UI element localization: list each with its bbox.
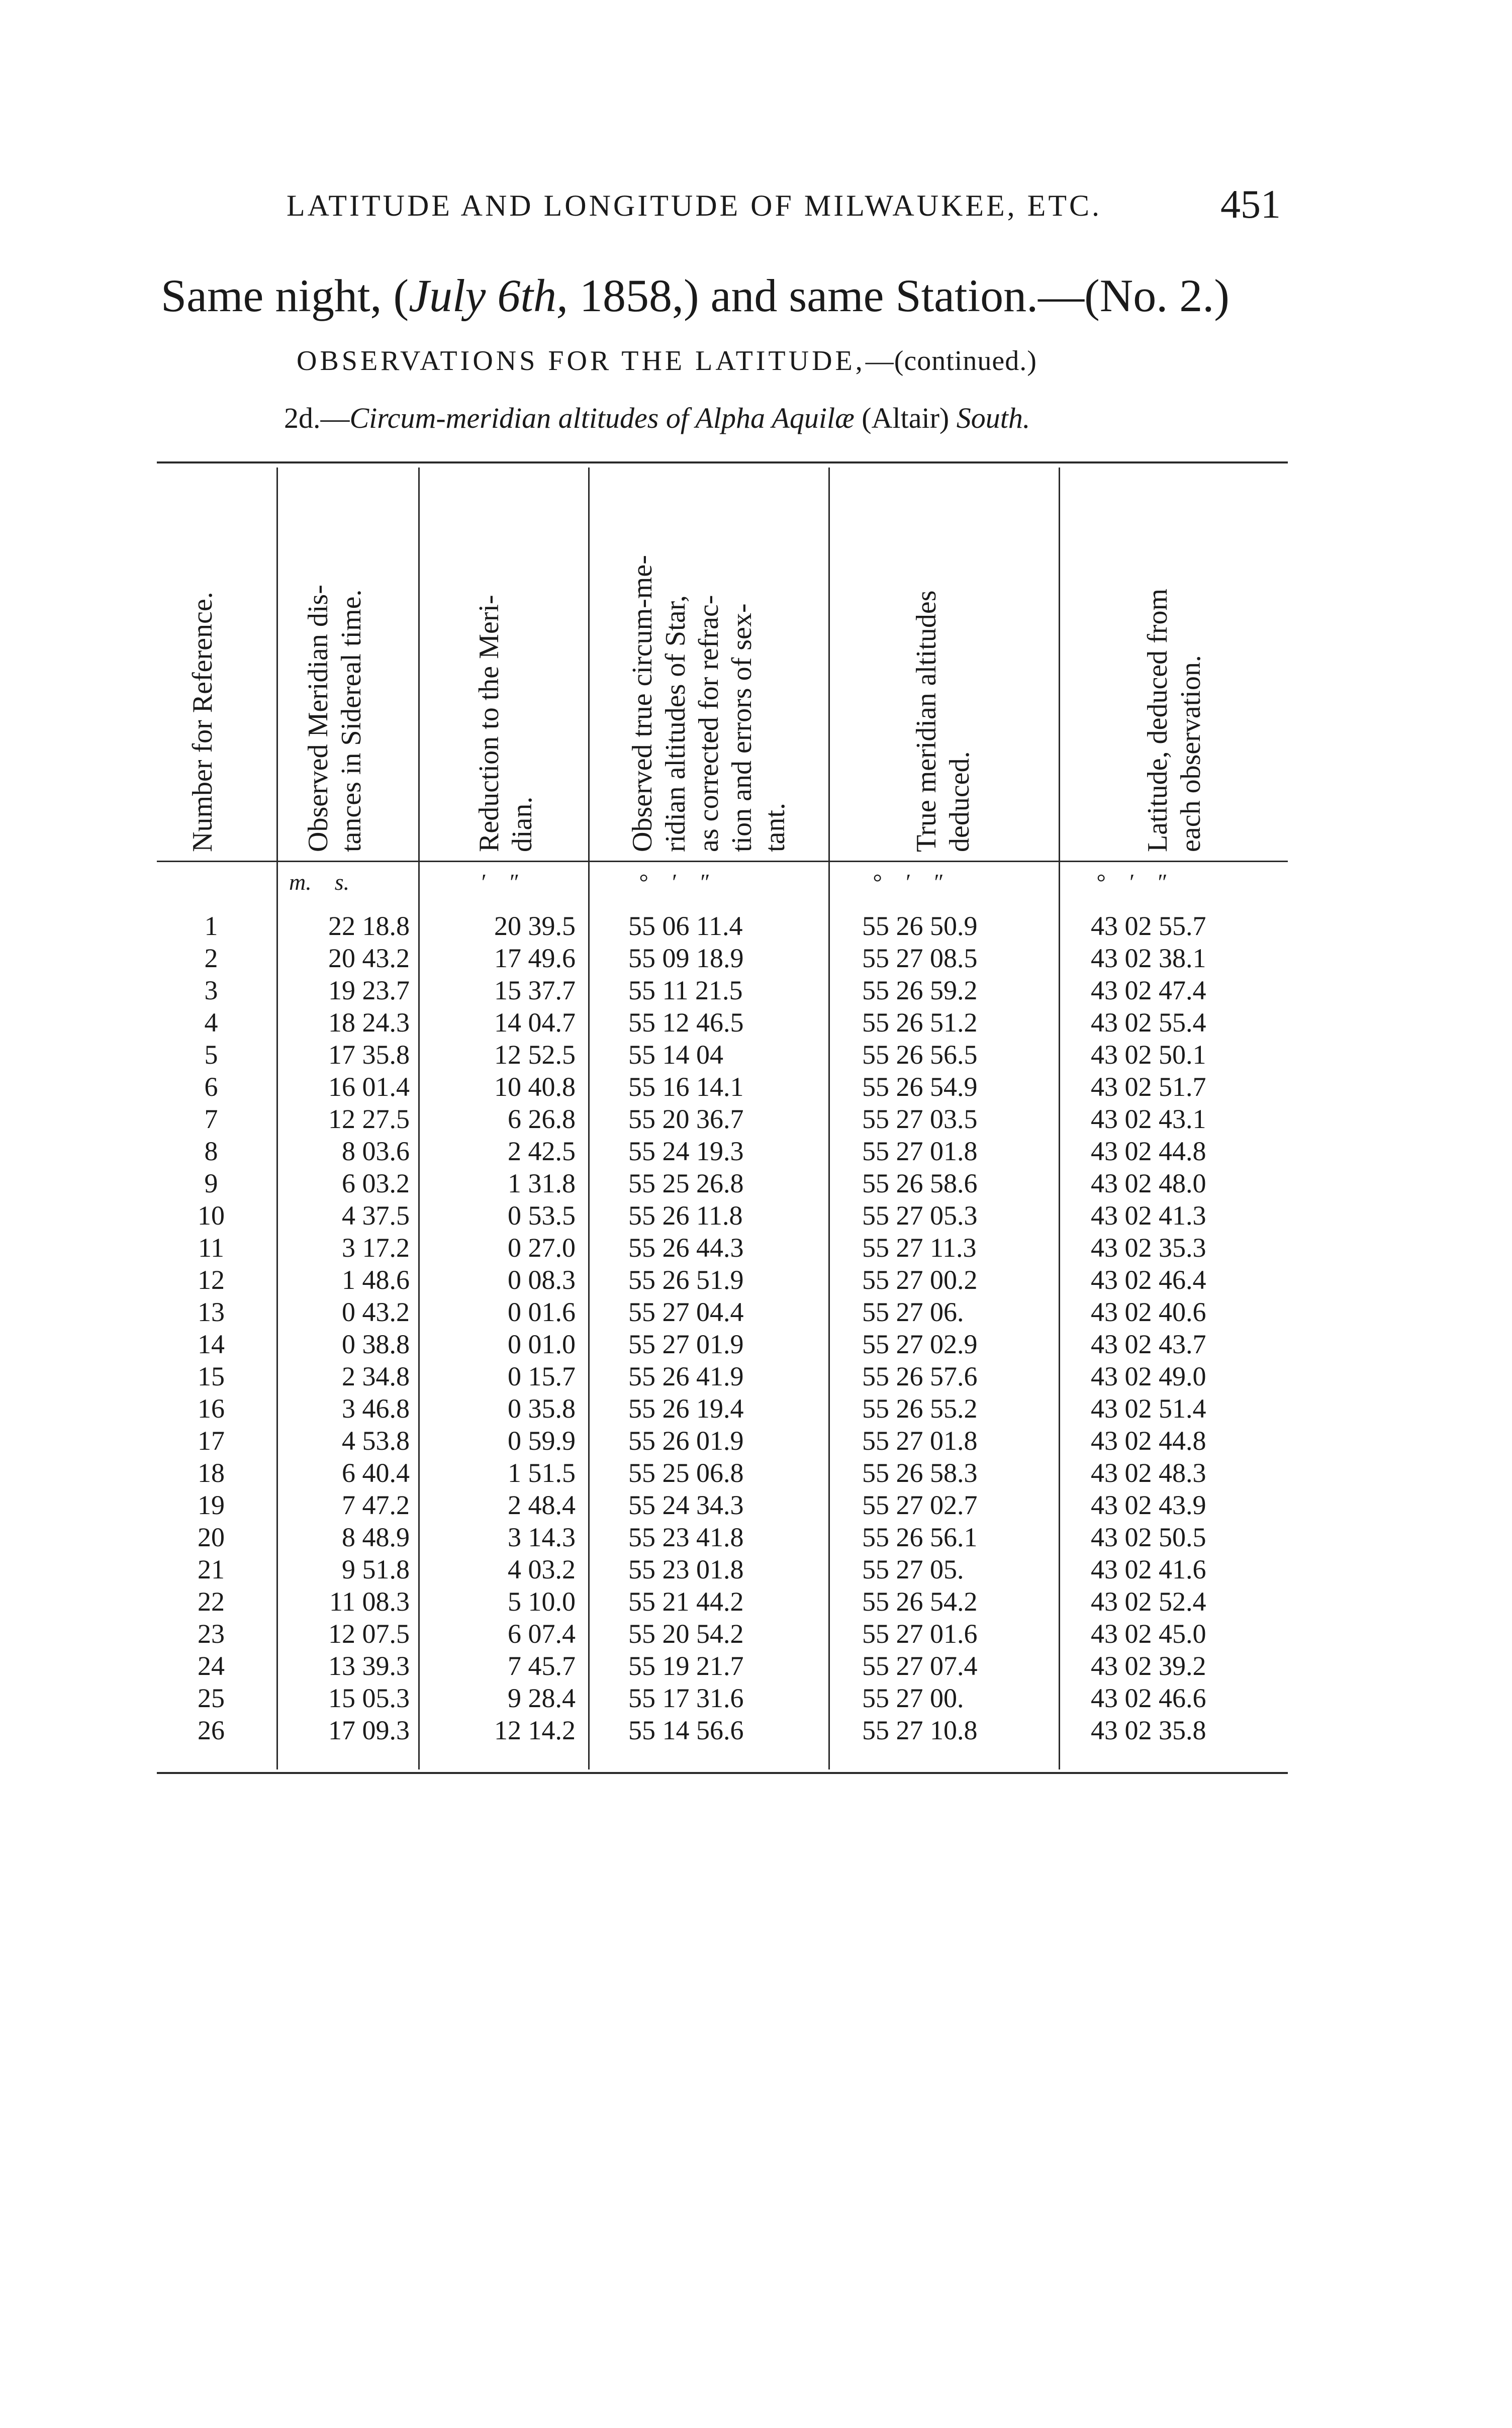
table-cell: 1 48.6 [342, 1265, 410, 1295]
table-cell: 43 02 50.5 [1091, 1522, 1206, 1552]
table-cell: 15 05.3 [328, 1683, 410, 1713]
column-header-observed-altitudes: Observed true circum-me- ridian altitudes of Star, as corrected for refrac- tion and errors of sex- tant. [627, 555, 791, 852]
table-cell: 8 [204, 1136, 218, 1166]
table-column-true-altitudes [862, 910, 1053, 1746]
table-cell: 5 [204, 1040, 218, 1070]
table-cell: 1 51.5 [508, 1458, 576, 1488]
table-cell: 55 25 26.8 [628, 1168, 744, 1198]
table-cell: 55 26 54.9 [862, 1072, 978, 1102]
table-cell: 55 26 19.4 [628, 1393, 744, 1424]
table-cell: 0 43.2 [342, 1297, 410, 1327]
table-cell: 55 27 08.5 [862, 943, 978, 973]
table-cell: 2 34.8 [342, 1361, 410, 1391]
table-cell: 55 26 50.9 [862, 911, 978, 941]
table-cell: 43 02 52.4 [1091, 1586, 1206, 1617]
column-divider [418, 468, 420, 1769]
caption-middle: (Altair) [854, 402, 957, 434]
title-suffix: 1858,) and same Station.—(No. 2.) [568, 270, 1230, 321]
column-divider [588, 468, 590, 1769]
table-cell: 55 26 01.9 [628, 1426, 744, 1456]
subtitle-main: OBSERVATIONS FOR THE LATITUDE, [297, 345, 866, 377]
column-divider [828, 468, 830, 1769]
table-cell: 55 27 05.3 [862, 1200, 978, 1231]
page-number: 451 [1220, 182, 1281, 227]
table-cell: 12 27.5 [328, 1104, 410, 1134]
table-cell: 55 14 04 [628, 1040, 723, 1070]
table-cell: 55 27 00. [862, 1683, 964, 1713]
table-cell: 16 01.4 [328, 1072, 410, 1102]
unit-label: ° ′ ″ [638, 869, 709, 895]
table-cell: 22 18.8 [328, 911, 410, 941]
table-cell: 10 40.8 [494, 1072, 576, 1102]
table-cell: 55 06 11.4 [628, 911, 743, 941]
column-divider [1059, 468, 1060, 1769]
table-cell: 55 27 10.8 [862, 1715, 978, 1745]
table-cell: 8 03.6 [342, 1136, 410, 1166]
table-cell: 43 02 35.3 [1091, 1233, 1206, 1263]
table-cell: 4 [204, 1007, 218, 1038]
section-title [161, 269, 1230, 322]
table-cell: 14 04.7 [494, 1007, 576, 1038]
table-cell: 3 14.3 [508, 1522, 576, 1552]
table-cell: 55 27 00.2 [862, 1265, 978, 1295]
table-cell: 3 46.8 [342, 1393, 410, 1424]
table-cell: 55 24 34.3 [628, 1490, 744, 1520]
table-cell: 55 26 41.9 [628, 1361, 744, 1391]
table-cell: 55 26 55.2 [862, 1393, 978, 1424]
table-cell: 55 26 44.3 [628, 1233, 744, 1263]
table-cell: 0 38.8 [342, 1329, 410, 1359]
table-cell: 55 27 01.8 [862, 1426, 978, 1456]
table-cell: 43 02 48.0 [1091, 1168, 1206, 1198]
table-cell: 9 51.8 [342, 1554, 410, 1584]
table-cell: 55 26 54.2 [862, 1586, 978, 1617]
table-cell: 43 02 43.1 [1091, 1104, 1206, 1134]
table-cell: 55 09 18.9 [628, 943, 744, 973]
table-cell: 55 26 57.6 [862, 1361, 978, 1391]
table-cell: 55 27 01.6 [862, 1619, 978, 1649]
table-cell: 15 [198, 1361, 225, 1391]
table-cell: 17 [198, 1426, 225, 1456]
table-cell: 4 03.2 [508, 1554, 576, 1584]
table-cell: 18 24.3 [328, 1007, 410, 1038]
table-cell: 43 02 55.7 [1091, 911, 1206, 941]
table-caption [284, 401, 1030, 435]
table-cell: 0 27.0 [508, 1233, 576, 1263]
table-cell: 20 39.5 [494, 911, 576, 941]
table-cell: 16 [198, 1393, 225, 1424]
table-cell: 1 31.8 [508, 1168, 576, 1198]
table-cell: 0 59.9 [508, 1426, 576, 1456]
table-cell: 15 37.7 [494, 975, 576, 1005]
column-header-meridian-distance: Observed Meridian dis- tances in Sidereal time. [303, 585, 367, 852]
table-cell: 55 26 56.1 [862, 1522, 978, 1552]
table-cell: 55 27 01.9 [628, 1329, 744, 1359]
table-cell: 7 47.2 [342, 1490, 410, 1520]
table-cell: 55 26 51.2 [862, 1007, 978, 1038]
table-cell: 55 26 56.5 [862, 1040, 978, 1070]
table-cell: 17 35.8 [328, 1040, 410, 1070]
table-column-reference [183, 910, 239, 1746]
table-cell: 43 02 44.8 [1091, 1426, 1206, 1456]
table-cell: 6 07.4 [508, 1619, 576, 1649]
table-cell: 22 [198, 1586, 225, 1617]
table-cell: 55 19 21.7 [628, 1651, 744, 1681]
table-cell: 55 27 11.3 [862, 1233, 977, 1263]
column-divider [276, 468, 278, 1769]
table-cell: 17 49.6 [494, 943, 576, 973]
table-cell: 0 01.0 [508, 1329, 576, 1359]
subtitle-continued: —(continued.) [865, 345, 1037, 377]
table-cell: 0 01.6 [508, 1297, 576, 1327]
table-cell: 43 02 45.0 [1091, 1619, 1206, 1649]
table-cell: 43 02 49.0 [1091, 1361, 1206, 1391]
table-cell: 55 20 54.2 [628, 1619, 744, 1649]
table-cell: 43 02 41.6 [1091, 1554, 1206, 1584]
table-cell: 55 11 21.5 [628, 975, 743, 1005]
table-cell: 12 14.2 [494, 1715, 576, 1745]
table-cell: 43 02 43.9 [1091, 1490, 1206, 1520]
table-cell: 2 [204, 943, 218, 973]
table-cell: 55 27 01.8 [862, 1136, 978, 1166]
table-cell: 55 25 06.8 [628, 1458, 744, 1488]
table-cell: 55 23 01.8 [628, 1554, 744, 1584]
caption-prefix: 2d.— [284, 402, 350, 434]
title-prefix: Same night, ( [161, 270, 409, 321]
table-cell: 21 [198, 1554, 225, 1584]
table-cell: 43 02 38.1 [1091, 943, 1206, 973]
table-cell: 43 02 39.2 [1091, 1651, 1206, 1681]
table-cell: 20 [198, 1522, 225, 1552]
table-cell: 55 27 02.7 [862, 1490, 978, 1520]
unit-label: ′ ″ [480, 869, 518, 895]
table-cell: 0 15.7 [508, 1361, 576, 1391]
table-cell: 9 [204, 1168, 218, 1198]
table-cell: 43 02 47.4 [1091, 975, 1206, 1005]
table-cell: 19 23.7 [328, 975, 410, 1005]
subtitle [297, 345, 1037, 377]
table-cell: 55 27 06. [862, 1297, 964, 1327]
table-cell: 3 17.2 [342, 1233, 410, 1263]
table-cell: 55 17 31.6 [628, 1683, 744, 1713]
table-cell: 9 28.4 [508, 1683, 576, 1713]
table-cell: 7 45.7 [508, 1651, 576, 1681]
table-cell: 0 53.5 [508, 1200, 576, 1231]
table-cell: 4 37.5 [342, 1200, 410, 1231]
unit-label: ° ′ ″ [1096, 869, 1166, 895]
table-cell: 10 [198, 1200, 225, 1231]
table-cell: 23 [198, 1619, 225, 1649]
table-cell: 11 [198, 1233, 224, 1263]
table-column-observed-altitudes [628, 910, 819, 1746]
table-cell: 55 26 58.3 [862, 1458, 978, 1488]
table-cell: 55 26 51.9 [628, 1265, 744, 1295]
caption-suffix: South. [956, 402, 1030, 434]
table-cell: 55 20 36.7 [628, 1104, 744, 1134]
table-bottom-rule [157, 1772, 1288, 1774]
table-cell: 55 12 46.5 [628, 1007, 744, 1038]
table-cell: 43 02 51.7 [1091, 1072, 1206, 1102]
table-cell: 17 09.3 [328, 1715, 410, 1745]
table-cell: 19 [198, 1490, 225, 1520]
table-cell: 12 07.5 [328, 1619, 410, 1649]
table-cell: 14 [198, 1329, 225, 1359]
table-cell: 12 52.5 [494, 1040, 576, 1070]
column-header-reduction: Reduction to the Meri- dian. [474, 595, 538, 852]
table-cell: 6 03.2 [342, 1168, 410, 1198]
table-cell: 0 08.3 [508, 1265, 576, 1295]
table-cell: 6 40.4 [342, 1458, 410, 1488]
table-cell: 55 27 07.4 [862, 1651, 978, 1681]
table-column-reduction [445, 910, 576, 1746]
column-header-latitude: Latitude, deduced from each observation. [1142, 588, 1206, 852]
table-column-meridian-distance [284, 910, 410, 1746]
column-header-true-altitudes: True meridian altitudes deduced. [911, 590, 975, 852]
table-cell: 13 39.3 [328, 1651, 410, 1681]
table-cell: 43 02 40.6 [1091, 1297, 1206, 1327]
table-cell: 55 26 11.8 [628, 1200, 743, 1231]
table-cell: 7 [204, 1104, 218, 1134]
table-cell: 24 [198, 1651, 225, 1681]
table-cell: 8 48.9 [342, 1522, 410, 1552]
table-cell: 18 [198, 1458, 225, 1488]
table-cell: 55 27 03.5 [862, 1104, 978, 1134]
table-cell: 43 02 50.1 [1091, 1040, 1206, 1070]
table-cell: 1 [204, 911, 218, 941]
table-cell: 55 23 41.8 [628, 1522, 744, 1552]
table-cell: 43 02 41.3 [1091, 1200, 1206, 1231]
unit-label: ° ′ ″ [872, 869, 942, 895]
table-cell: 11 08.3 [329, 1586, 410, 1617]
caption-italic: Circum-meridian altitudes of Alpha Aquilæ [349, 402, 855, 434]
table-cell: 55 26 59.2 [862, 975, 978, 1005]
table-cell: 20 43.2 [328, 943, 410, 973]
table-cell: 13 [198, 1297, 225, 1327]
running-head: LATITUDE AND LONGITUDE OF MILWAUKEE, ETC. [287, 189, 1102, 222]
table-cell: 2 42.5 [508, 1136, 576, 1166]
table-cell: 55 14 56.6 [628, 1715, 744, 1745]
table-cell: 3 [204, 975, 218, 1005]
table-cell: 55 27 04.4 [628, 1297, 744, 1327]
table-top-rule [157, 461, 1288, 463]
table-cell: 6 26.8 [508, 1104, 576, 1134]
table-cell: 43 02 35.8 [1091, 1715, 1206, 1745]
column-header-reference: Number for Reference. [187, 592, 218, 852]
table-cell: 55 24 19.3 [628, 1136, 744, 1166]
table-cell: 43 02 44.8 [1091, 1136, 1206, 1166]
table-cell: 6 [204, 1072, 218, 1102]
table-cell: 5 10.0 [508, 1586, 576, 1617]
table-cell: 55 27 02.9 [862, 1329, 978, 1359]
table-cell: 26 [198, 1715, 225, 1745]
table-cell: 55 27 05. [862, 1554, 964, 1584]
header-bottom-rule [157, 861, 1288, 862]
table-cell: 43 02 46.6 [1091, 1683, 1206, 1713]
table-cell: 43 02 46.4 [1091, 1265, 1206, 1295]
table-cell: 43 02 55.4 [1091, 1007, 1206, 1038]
table-cell: 55 16 14.1 [628, 1072, 744, 1102]
unit-label: m. s. [289, 869, 350, 895]
table-cell: 43 02 43.7 [1091, 1329, 1206, 1359]
title-date: July 6th, [409, 270, 568, 321]
table-cell: 43 02 48.3 [1091, 1458, 1206, 1488]
table-column-latitude [1091, 910, 1282, 1746]
table-cell: 2 48.4 [508, 1490, 576, 1520]
table-cell: 55 21 44.2 [628, 1586, 744, 1617]
table-cell: 4 53.8 [342, 1426, 410, 1456]
table-cell: 25 [198, 1683, 225, 1713]
table-cell: 43 02 51.4 [1091, 1393, 1206, 1424]
table-cell: 0 35.8 [508, 1393, 576, 1424]
table-cell: 12 [198, 1265, 225, 1295]
table-cell: 55 26 58.6 [862, 1168, 978, 1198]
